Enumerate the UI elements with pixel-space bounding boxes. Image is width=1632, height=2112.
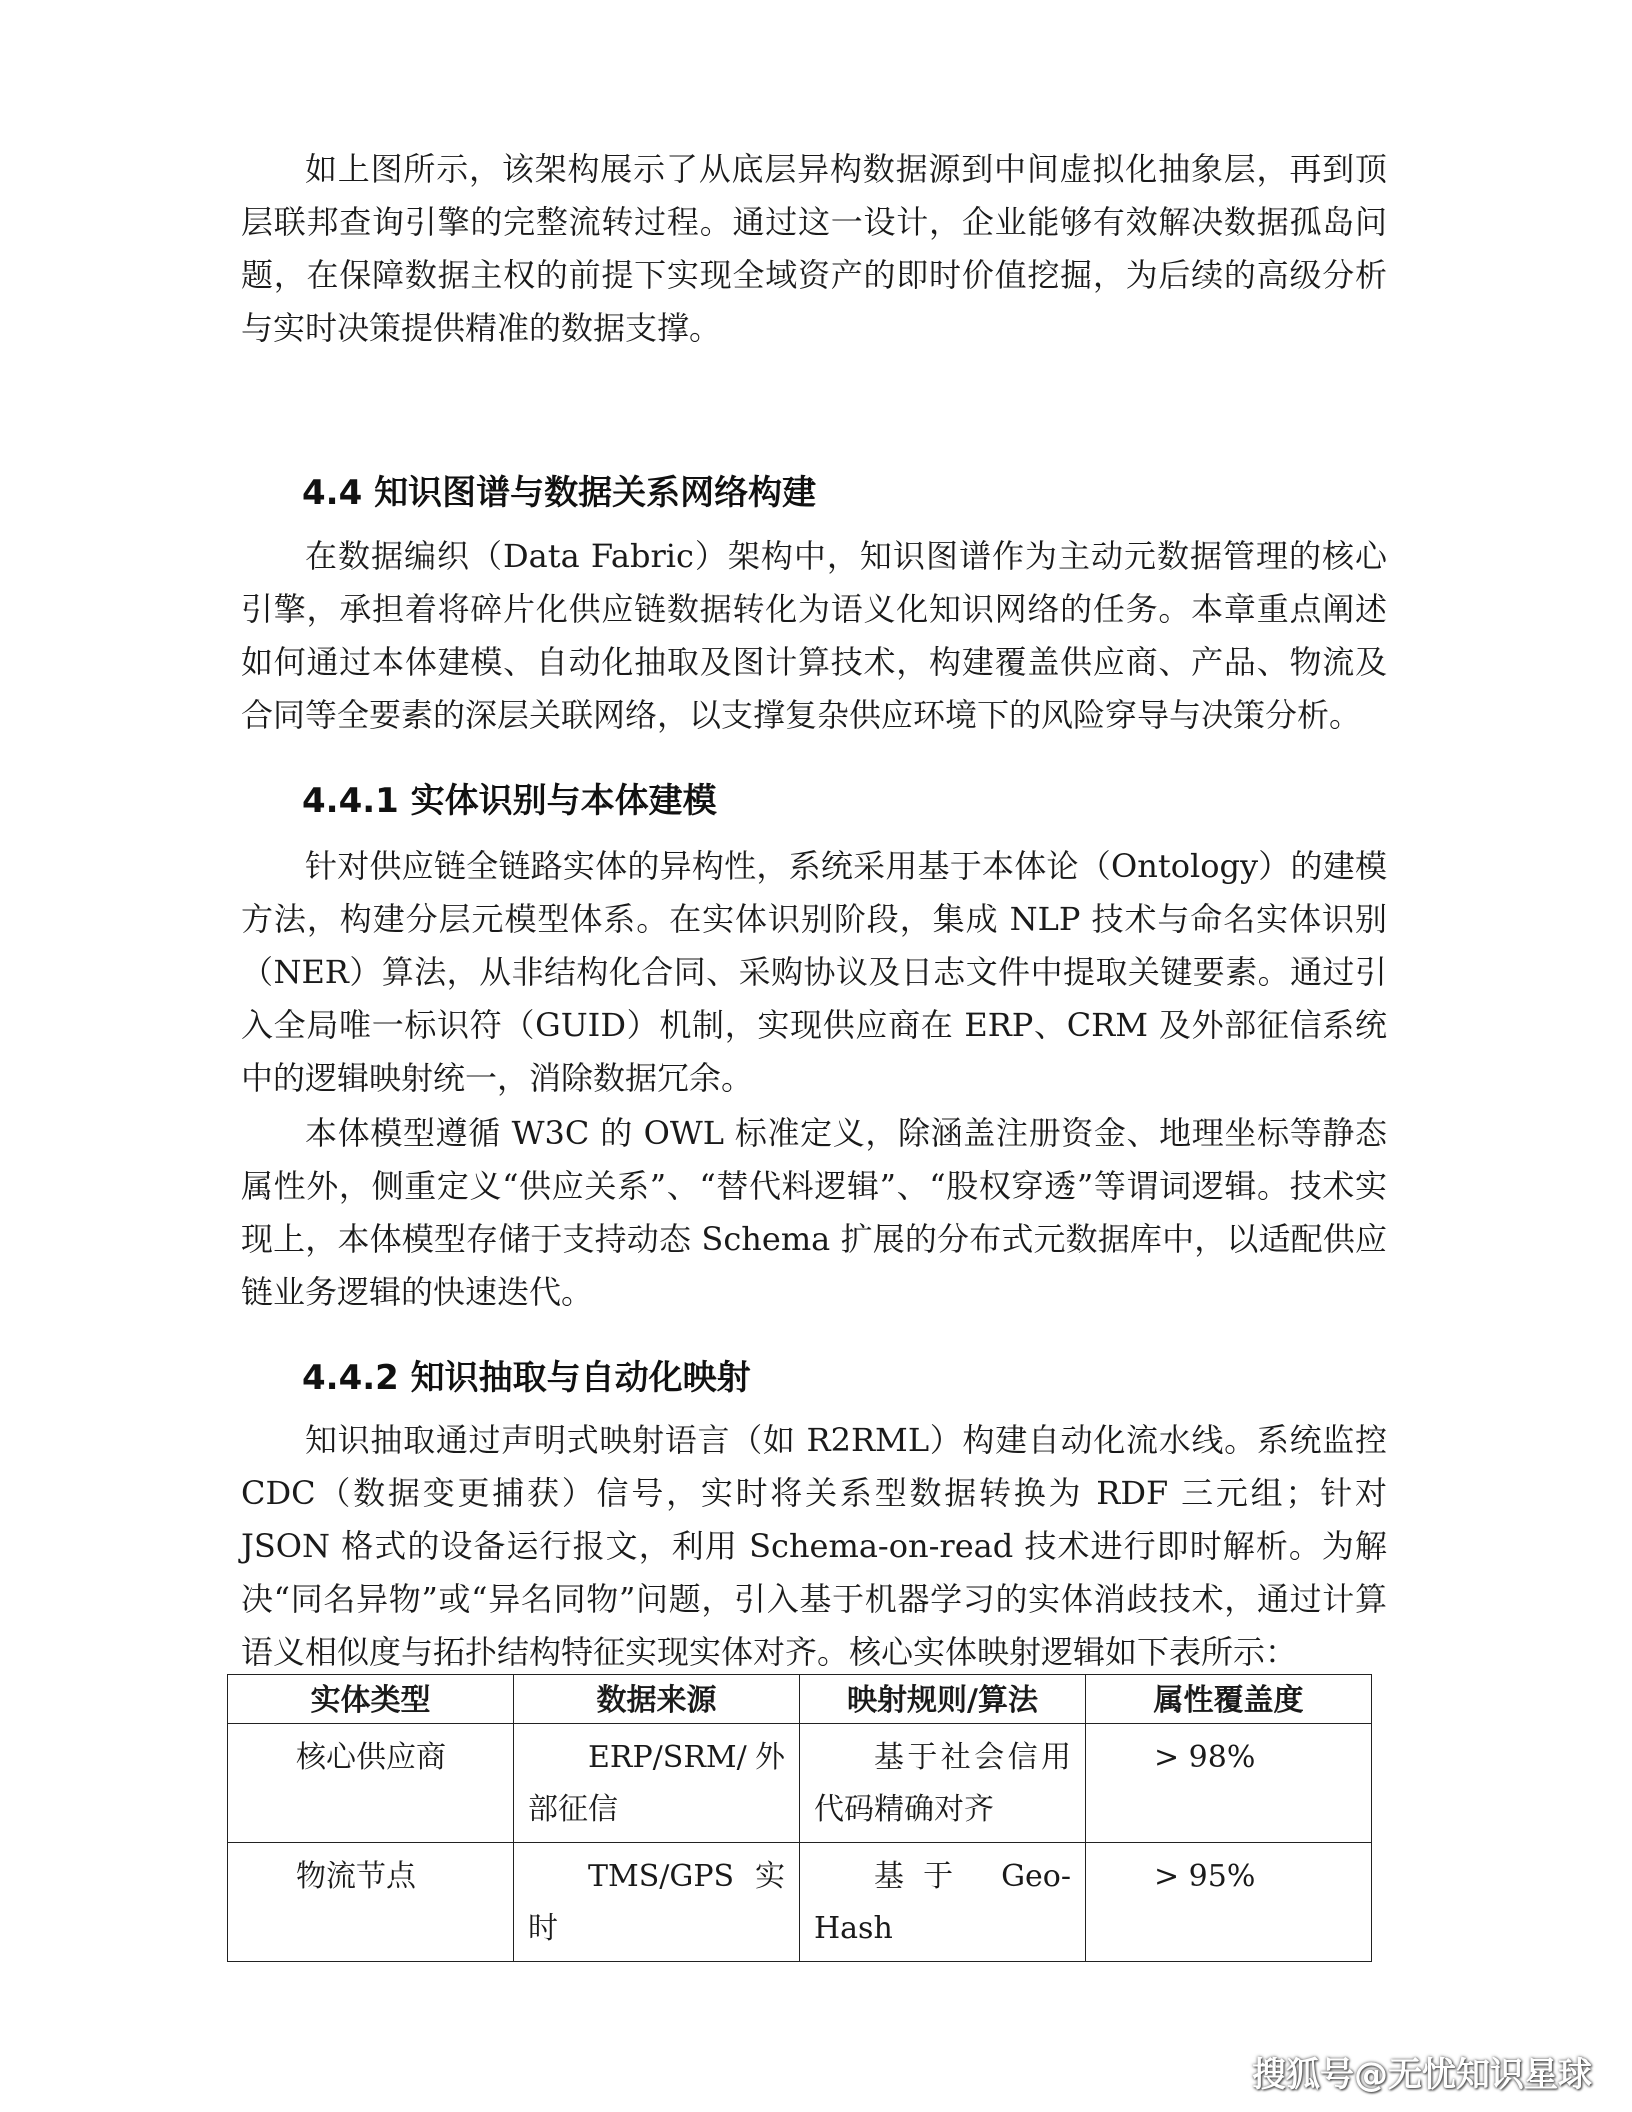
- section-4-4-heading: 4.4 知识图谱与数据关系网络构建: [302, 473, 817, 513]
- cell-mapping-rule: 基于 Geo-Hash: [800, 1843, 1086, 1962]
- table-row: [228, 1843, 1372, 1962]
- cell-entity-type: 核心供应商: [228, 1724, 514, 1843]
- section-4-4-1-paragraph-1: 针对供应链全链路实体的异构性，系统采用基于本体论（Ontology）的建模方法，构建分层元模型体系。在实体识别阶段，集成 NLP 技术与命名实体识别（NER）算法，从非结构化合同、采购协议及日志文件中提取关键要素。通过引入全局唯一标识符（GUID）机制，实现供应商在 ERP、CRM 及外部征信系统中的逻辑映射统一，消除数据冗余。: [241, 847, 1387, 1097]
- column-header-entity-type: 实体类型: [228, 1675, 514, 1724]
- section-4-4-1-heading: 4.4.1 实体识别与本体建模: [302, 781, 717, 821]
- section-4-4-paragraph: 在数据编织（Data Fabric）架构中，知识图谱作为主动元数据管理的核心引擎，承担着将碎片化供应链数据转化为语义化知识网络的任务。本章重点阐述如何通过本体建模、自动化抽取及图计算技术，构建覆盖供应商、产品、物流及合同等全要素的深层关联网络，以支撑复杂供应环境下的风险穿导与决策分析。: [241, 537, 1387, 734]
- table-row: [228, 1724, 1372, 1843]
- section-4-4-2-heading: 4.4.2 知识抽取与自动化映射: [302, 1358, 751, 1398]
- cell-mapping-rule: 基于社会信用代码精确对齐: [800, 1724, 1086, 1843]
- section-4-4-1-paragraph-2: 本体模型遵循 W3C 的 OWL 标准定义，除涵盖注册资金、地理坐标等静态属性外，侧重定义“供应关系”、“替代料逻辑”、“股权穿透”等谓词逻辑。技术实现上，本体模型存储于支持动态 Schema 扩展的分布式元数据库中，以适配供应链业务逻辑的快速迭代。: [241, 1114, 1387, 1311]
- cell-entity-type: 物流节点: [228, 1843, 514, 1962]
- column-header-mapping-rule: 映射规则/算法: [800, 1675, 1086, 1724]
- table-header-row: [228, 1675, 1372, 1724]
- entity-mapping-table: [227, 1674, 1372, 1962]
- cell-coverage: > 98%: [1086, 1724, 1372, 1843]
- column-header-data-source: 数据来源: [514, 1675, 800, 1724]
- column-header-coverage: 属性覆盖度: [1086, 1675, 1372, 1724]
- section-4-4-2-paragraph: 知识抽取通过声明式映射语言（如 R2RML）构建自动化流水线。系统监控 CDC（数据变更捕获）信号，实时将关系型数据转换为 RDF 三元组；针对 JSON 格式的设备运行报文，利用 Schema-on-read 技术进行即时解析。为解决“同名异物”或“异名同物”问题，引入基于机器学习的实体消歧技术，通过计算语义相似度与拓扑结构特征实现实体对齐。核心实体映射逻辑如下表所示：: [241, 1421, 1387, 1671]
- cell-coverage: > 95%: [1086, 1843, 1372, 1962]
- cell-data-source: TMS/GPS 实时: [514, 1843, 800, 1962]
- watermark: 搜狐号@无忧知识星球: [1252, 2055, 1592, 2095]
- intro-paragraph: 如上图所示，该架构展示了从底层异构数据源到中间虚拟化抽象层，再到顶层联邦查询引擎的完整流转过程。通过这一设计，企业能够有效解决数据孤岛问题，在保障数据主权的前提下实现全域资产的即时价值挖掘，为后续的高级分析与实时决策提供精准的数据支撑。: [241, 150, 1387, 347]
- cell-data-source: ERP/SRM/外部征信: [514, 1724, 800, 1843]
